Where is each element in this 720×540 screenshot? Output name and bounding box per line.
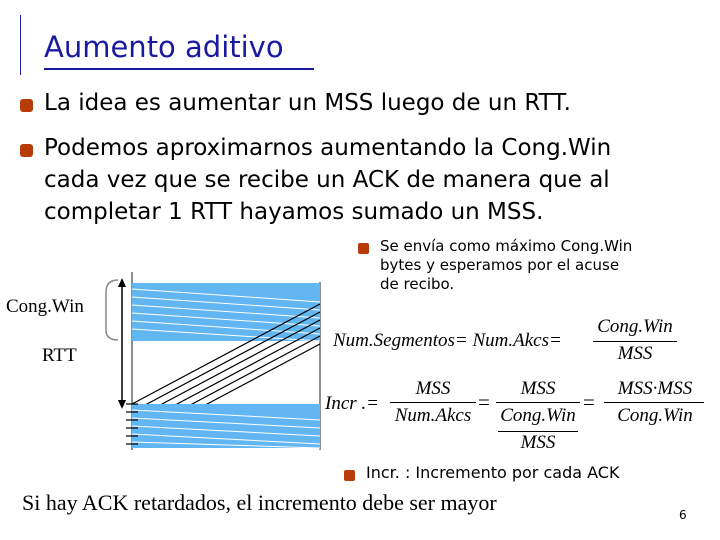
formula2-equals: = [478, 390, 490, 414]
side-bullet-line-1: Se envía como máximo Cong.Win [380, 237, 633, 255]
formula1-lhs: Num.Segmentos= Num.Akcs= [333, 330, 562, 351]
formula2-frac2-den-bottom: MSS [520, 432, 556, 453]
formula2-frac2-den-top: Cong.Win [500, 405, 576, 426]
side-bullet-line-3: de recibo. [380, 275, 455, 293]
congwin-bracket [106, 280, 118, 340]
formula2-frac3-num: MSS∙MSS [617, 378, 693, 399]
bullet-2-line-2: cada vez que se recibe un ACK de manera que al [44, 167, 610, 193]
bullet-2-line-3: completar 1 RTT hayamos sumado un MSS. [44, 199, 544, 225]
bullet-1: La idea es aumentar un MSS luego de un RTT. [44, 90, 571, 116]
page-number: 6 [679, 508, 687, 522]
rtt-label: RTT [42, 345, 77, 366]
footer-note: Si hay ACK retardados, el incremento debe ser mayor [22, 490, 497, 515]
formula2-frac3-bar [604, 402, 704, 403]
formula2-frac1-den: Num.Akcs [394, 405, 472, 426]
slide-title: Aumento aditivo [44, 30, 284, 64]
formula2-lhs: Incr .= [325, 393, 379, 414]
formula2-frac2-bar [496, 402, 580, 403]
congwin-label: Cong.Win [6, 296, 84, 317]
formula1-fraction-bar [593, 341, 677, 342]
bullet-icon [344, 470, 355, 481]
formula2-frac1-num: MSS [415, 378, 451, 399]
formula1-denominator: MSS [617, 343, 653, 364]
incr-bullet: Incr. : Incremento por cada ACK [366, 463, 620, 482]
formula1-numerator: Cong.Win [597, 316, 673, 337]
bullet-2-line-1: Podemos aproximarnos aumentando la Cong.Win [44, 135, 612, 161]
formula2-frac3-den: Cong.Win [617, 405, 693, 426]
formula2-equals-2: = [583, 390, 595, 414]
side-bullet-line-2: bytes y esperamos por el acuse [380, 256, 620, 274]
formula2-frac1-bar [390, 402, 476, 403]
formula2-frac2-num: MSS [520, 378, 556, 399]
